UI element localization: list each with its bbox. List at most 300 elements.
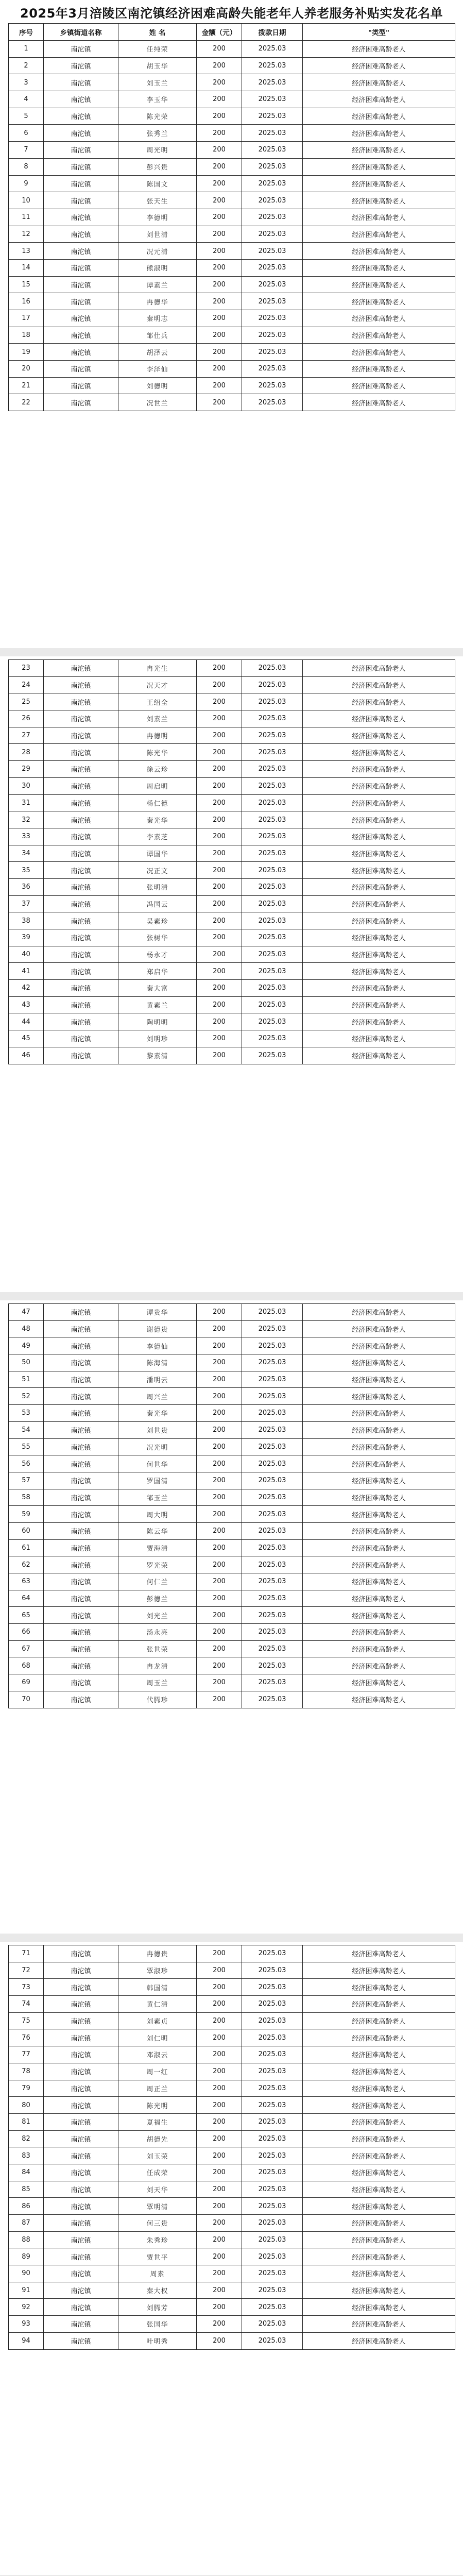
pay-date-cell: 2025.03 [242, 192, 303, 209]
type-cell: 经济困难高龄老人 [303, 259, 455, 276]
amount-cell: 200 [197, 1657, 242, 1674]
name-cell: 徐云珍 [118, 761, 197, 778]
row-number: 39 [9, 929, 44, 946]
name-cell: 张天生 [118, 192, 197, 209]
name-cell: 周兴兰 [118, 1388, 197, 1405]
township-cell: 南沱镇 [44, 1996, 118, 2013]
name-cell: 周素 [118, 2265, 197, 2282]
type-cell: 经济困难高龄老人 [303, 2164, 455, 2181]
roster-table-page-4 [8, 1945, 455, 2350]
row-number: 21 [9, 377, 44, 394]
name-cell: 冯国云 [118, 895, 197, 912]
name-cell: 贾世平 [118, 2248, 197, 2265]
table-row [9, 2113, 455, 2130]
row-number: 2 [9, 57, 44, 74]
township-cell: 南沱镇 [44, 209, 118, 226]
pay-date-cell: 2025.03 [242, 1455, 303, 1472]
name-cell: 况元清 [118, 243, 197, 260]
table-row [9, 878, 455, 895]
row-number: 19 [9, 344, 44, 361]
pay-date-cell: 2025.03 [242, 1371, 303, 1388]
pay-date-cell: 2025.03 [242, 744, 303, 761]
table-row [9, 1522, 455, 1539]
name-cell: 谢德贵 [118, 1320, 197, 1337]
table-row [9, 996, 455, 1013]
township-cell: 南沱镇 [44, 2097, 118, 2114]
table-row [9, 1304, 455, 1321]
name-cell: 刘明珍 [118, 1030, 197, 1047]
type-cell: 经济困难高龄老人 [303, 175, 455, 192]
row-number: 72 [9, 1962, 44, 1979]
amount-cell: 200 [197, 2265, 242, 2282]
pay-date-cell: 2025.03 [242, 226, 303, 243]
row-number: 87 [9, 2215, 44, 2232]
type-cell: 经济困难高龄老人 [303, 192, 455, 209]
township-cell: 南沱镇 [44, 344, 118, 361]
township-cell: 南沱镇 [44, 2282, 118, 2299]
township-cell: 南沱镇 [44, 963, 118, 980]
township-cell: 南沱镇 [44, 2198, 118, 2215]
pay-date-cell: 2025.03 [242, 1421, 303, 1438]
type-cell: 经济困难高龄老人 [303, 344, 455, 361]
row-number: 94 [9, 2332, 44, 2349]
name-cell: 冉德明 [118, 727, 197, 744]
amount-cell: 200 [197, 394, 242, 411]
name-cell: 刘仁明 [118, 2029, 197, 2046]
amount-cell: 200 [197, 142, 242, 159]
township-cell: 南沱镇 [44, 1674, 118, 1691]
pay-date-cell: 2025.03 [242, 1506, 303, 1523]
row-number: 65 [9, 1607, 44, 1624]
pay-date-cell: 2025.03 [242, 2316, 303, 2333]
pay-date-cell: 2025.03 [242, 1320, 303, 1337]
pay-date-cell: 2025.03 [242, 91, 303, 108]
table-row [9, 2231, 455, 2248]
name-cell: 张明清 [118, 878, 197, 895]
pay-date-cell: 2025.03 [242, 794, 303, 811]
name-cell: 张树华 [118, 929, 197, 946]
township-cell: 南沱镇 [44, 1979, 118, 1996]
township-cell: 南沱镇 [44, 1556, 118, 1573]
township-cell: 南沱镇 [44, 862, 118, 879]
township-cell: 南沱镇 [44, 1304, 118, 1321]
row-number: 35 [9, 862, 44, 879]
row-number: 43 [9, 996, 44, 1013]
name-cell: 何世华 [118, 1455, 197, 1472]
type-cell: 经济困难高龄老人 [303, 2282, 455, 2299]
amount-cell: 200 [197, 676, 242, 693]
table-row [9, 1320, 455, 1337]
table-row [9, 1640, 455, 1657]
name-cell: 胡泽云 [118, 344, 197, 361]
row-number: 78 [9, 2063, 44, 2080]
type-cell: 经济困难高龄老人 [303, 1013, 455, 1030]
name-cell: 刘天华 [118, 2181, 197, 2198]
type-cell: 经济困难高龄老人 [303, 794, 455, 811]
township-cell: 南沱镇 [44, 912, 118, 929]
table-row [9, 125, 455, 142]
type-cell: 经济困难高龄老人 [303, 91, 455, 108]
table-row [9, 327, 455, 344]
table-row [9, 2130, 455, 2147]
pay-date-cell: 2025.03 [242, 2063, 303, 2080]
amount-cell: 200 [197, 158, 242, 175]
type-cell: 经济困难高龄老人 [303, 2029, 455, 2046]
pay-date-cell: 2025.03 [242, 1354, 303, 1371]
amount-cell: 200 [197, 1624, 242, 1641]
type-cell: 经济困难高龄老人 [303, 1573, 455, 1590]
type-cell: 经济困难高龄老人 [303, 2046, 455, 2063]
type-cell: 经济困难高龄老人 [303, 1996, 455, 2013]
name-cell: 秦大富 [118, 980, 197, 997]
pay-date-cell: 2025.03 [242, 929, 303, 946]
name-cell: 汤永亮 [118, 1624, 197, 1641]
page-separator [0, 1934, 463, 1942]
row-number: 85 [9, 2181, 44, 2198]
township-cell: 南沱镇 [44, 259, 118, 276]
row-number: 4 [9, 91, 44, 108]
name-cell: 秦光华 [118, 811, 197, 828]
row-number: 66 [9, 1624, 44, 1641]
table-row [9, 1354, 455, 1371]
pay-date-cell: 2025.03 [242, 361, 303, 378]
row-number: 14 [9, 259, 44, 276]
name-cell: 李泽仙 [118, 361, 197, 378]
township-cell: 南沱镇 [44, 895, 118, 912]
township-cell: 南沱镇 [44, 693, 118, 710]
amount-cell: 200 [197, 1945, 242, 1962]
amount-cell: 200 [197, 1489, 242, 1506]
pay-date-cell: 2025.03 [242, 1590, 303, 1607]
township-cell: 南沱镇 [44, 2046, 118, 2063]
township-cell: 南沱镇 [44, 1624, 118, 1641]
table-row [9, 2097, 455, 2114]
name-cell: 邹玉兰 [118, 1489, 197, 1506]
table-row [9, 1979, 455, 1996]
pay-date-cell: 2025.03 [242, 1607, 303, 1624]
amount-cell: 200 [197, 1388, 242, 1405]
type-cell: 经济困难高龄老人 [303, 1556, 455, 1573]
pay-date-cell: 2025.03 [242, 1472, 303, 1489]
pay-date-cell: 2025.03 [242, 158, 303, 175]
row-number: 53 [9, 1405, 44, 1422]
pay-date-cell: 2025.03 [242, 2282, 303, 2299]
name-cell: 况正文 [118, 862, 197, 879]
row-number: 9 [9, 175, 44, 192]
pay-date-cell: 2025.03 [242, 660, 303, 677]
table-row [9, 845, 455, 862]
pay-date-cell: 2025.03 [242, 2029, 303, 2046]
amount-cell: 200 [197, 1607, 242, 1624]
type-cell: 经济困难高龄老人 [303, 1590, 455, 1607]
type-cell: 经济困难高龄老人 [303, 2097, 455, 2114]
type-cell: 经济困难高龄老人 [303, 2181, 455, 2198]
amount-cell: 200 [197, 996, 242, 1013]
name-cell: 冉德贵 [118, 1945, 197, 1962]
type-cell: 经济困难高龄老人 [303, 895, 455, 912]
row-number: 93 [9, 2316, 44, 2333]
amount-cell: 200 [197, 243, 242, 260]
name-cell: 刘素兰 [118, 710, 197, 727]
township-cell: 南沱镇 [44, 2181, 118, 2198]
table-row [9, 2215, 455, 2232]
township-cell: 南沱镇 [44, 57, 118, 74]
township-cell: 南沱镇 [44, 2299, 118, 2316]
header-type: "类型" [303, 24, 455, 41]
row-number: 59 [9, 1506, 44, 1523]
pay-date-cell: 2025.03 [242, 1304, 303, 1321]
township-cell: 南沱镇 [44, 1013, 118, 1030]
township-cell: 南沱镇 [44, 1354, 118, 1371]
row-number: 7 [9, 142, 44, 159]
name-cell: 陈海清 [118, 1354, 197, 1371]
township-cell: 南沱镇 [44, 158, 118, 175]
pay-date-cell: 2025.03 [242, 108, 303, 125]
township-cell: 南沱镇 [44, 1590, 118, 1607]
table-row [9, 2080, 455, 2097]
township-cell: 南沱镇 [44, 1388, 118, 1405]
row-number: 68 [9, 1657, 44, 1674]
pay-date-cell: 2025.03 [242, 963, 303, 980]
table-row [9, 1489, 455, 1506]
township-cell: 南沱镇 [44, 192, 118, 209]
township-cell: 南沱镇 [44, 2248, 118, 2265]
township-cell: 南沱镇 [44, 125, 118, 142]
name-cell: 覃明清 [118, 2198, 197, 2215]
township-cell: 南沱镇 [44, 108, 118, 125]
table-row [9, 226, 455, 243]
township-cell: 南沱镇 [44, 1320, 118, 1337]
name-cell: 陈光华 [118, 744, 197, 761]
row-number: 18 [9, 327, 44, 344]
row-number: 80 [9, 2097, 44, 2114]
pay-date-cell: 2025.03 [242, 2299, 303, 2316]
amount-cell: 200 [197, 2097, 242, 2114]
township-cell: 南沱镇 [44, 1522, 118, 1539]
row-number: 23 [9, 660, 44, 677]
table-row [9, 1657, 455, 1674]
type-cell: 经济困难高龄老人 [303, 963, 455, 980]
township-cell: 南沱镇 [44, 361, 118, 378]
type-cell: 经济困难高龄老人 [303, 2265, 455, 2282]
table-row [9, 777, 455, 794]
pay-date-cell: 2025.03 [242, 1573, 303, 1590]
name-cell: 刘腾芳 [118, 2299, 197, 2316]
amount-cell: 200 [197, 929, 242, 946]
township-cell: 南沱镇 [44, 794, 118, 811]
type-cell: 经济困难高龄老人 [303, 727, 455, 744]
amount-cell: 200 [197, 862, 242, 879]
amount-cell: 200 [197, 878, 242, 895]
amount-cell: 200 [197, 2332, 242, 2349]
name-cell: 刘玉荣 [118, 2147, 197, 2164]
amount-cell: 200 [197, 1590, 242, 1607]
amount-cell: 200 [197, 2147, 242, 2164]
row-number: 57 [9, 1472, 44, 1489]
township-cell: 南沱镇 [44, 2113, 118, 2130]
table-row [9, 660, 455, 677]
amount-cell: 200 [197, 912, 242, 929]
township-cell: 南沱镇 [44, 1607, 118, 1624]
header-pay-date: 拨款日期 [242, 24, 303, 41]
row-number: 91 [9, 2282, 44, 2299]
pay-date-cell: 2025.03 [242, 2164, 303, 2181]
amount-cell: 200 [197, 2248, 242, 2265]
name-cell: 何三贵 [118, 2215, 197, 2232]
name-cell: 谭素兰 [118, 276, 197, 293]
township-cell: 南沱镇 [44, 1506, 118, 1523]
type-cell: 经济困难高龄老人 [303, 2130, 455, 2147]
table-row [9, 946, 455, 963]
amount-cell: 200 [197, 1047, 242, 1064]
table-row [9, 2063, 455, 2080]
table-row [9, 676, 455, 693]
name-cell: 胡德先 [118, 2130, 197, 2147]
roster-table-page-1 [8, 23, 455, 411]
amount-cell: 200 [197, 1573, 242, 1590]
type-cell: 经济困难高龄老人 [303, 361, 455, 378]
table-row [9, 344, 455, 361]
name-cell: 郑启华 [118, 963, 197, 980]
type-cell: 经济困难高龄老人 [303, 2113, 455, 2130]
amount-cell: 200 [197, 777, 242, 794]
township-cell: 南沱镇 [44, 1030, 118, 1047]
type-cell: 经济困难高龄老人 [303, 327, 455, 344]
amount-cell: 200 [197, 794, 242, 811]
table-row [9, 811, 455, 828]
row-number: 24 [9, 676, 44, 693]
name-cell: 朱秀珍 [118, 2231, 197, 2248]
table-row [9, 192, 455, 209]
township-cell: 南沱镇 [44, 327, 118, 344]
row-number: 33 [9, 828, 44, 845]
amount-cell: 200 [197, 344, 242, 361]
table-row [9, 761, 455, 778]
pay-date-cell: 2025.03 [242, 862, 303, 879]
name-cell: 刘世清 [118, 226, 197, 243]
name-cell: 黄素兰 [118, 996, 197, 1013]
amount-cell: 200 [197, 1962, 242, 1979]
township-cell: 南沱镇 [44, 1573, 118, 1590]
table-row [9, 929, 455, 946]
pay-date-cell: 2025.03 [242, 41, 303, 58]
name-cell: 罗光荣 [118, 1556, 197, 1573]
name-cell: 叶明秀 [118, 2332, 197, 2349]
amount-cell: 200 [197, 74, 242, 91]
type-cell: 经济困难高龄老人 [303, 777, 455, 794]
pay-date-cell: 2025.03 [242, 1522, 303, 1539]
type-cell: 经济困难高龄老人 [303, 1489, 455, 1506]
name-cell: 张秀兰 [118, 125, 197, 142]
township-cell: 南沱镇 [44, 980, 118, 997]
amount-cell: 200 [197, 2316, 242, 2333]
township-cell: 南沱镇 [44, 1945, 118, 1962]
amount-cell: 200 [197, 1354, 242, 1371]
type-cell: 经济困难高龄老人 [303, 878, 455, 895]
table-row [9, 1472, 455, 1489]
name-cell: 彭德兰 [118, 1590, 197, 1607]
amount-cell: 200 [197, 811, 242, 828]
township-cell: 南沱镇 [44, 761, 118, 778]
pay-date-cell: 2025.03 [242, 1539, 303, 1556]
table-row [9, 1674, 455, 1691]
type-cell: 经济困难高龄老人 [303, 2198, 455, 2215]
table-row [9, 2316, 455, 2333]
township-cell: 南沱镇 [44, 2080, 118, 2097]
table-row [9, 1556, 455, 1573]
name-cell: 何仁兰 [118, 1573, 197, 1590]
name-cell: 陈光荣 [118, 108, 197, 125]
township-cell: 南沱镇 [44, 1539, 118, 1556]
township-cell: 南沱镇 [44, 91, 118, 108]
row-number: 92 [9, 2299, 44, 2316]
name-cell: 陈云华 [118, 1522, 197, 1539]
table-row [9, 2248, 455, 2265]
amount-cell: 200 [197, 963, 242, 980]
table-row [9, 1371, 455, 1388]
pay-date-cell: 2025.03 [242, 2265, 303, 2282]
name-cell: 秦光华 [118, 1405, 197, 1422]
pay-date-cell: 2025.03 [242, 259, 303, 276]
row-number: 49 [9, 1337, 44, 1354]
township-cell: 南沱镇 [44, 1489, 118, 1506]
name-cell: 李玉华 [118, 91, 197, 108]
amount-cell: 200 [197, 1506, 242, 1523]
type-cell: 经济困难高龄老人 [303, 1691, 455, 1708]
row-number: 32 [9, 811, 44, 828]
name-cell: 邹仕兵 [118, 327, 197, 344]
row-number: 17 [9, 310, 44, 327]
amount-cell: 200 [197, 226, 242, 243]
type-cell: 经济困难高龄老人 [303, 209, 455, 226]
pay-date-cell: 2025.03 [242, 777, 303, 794]
pay-date-cell: 2025.03 [242, 310, 303, 327]
type-cell: 经济困难高龄老人 [303, 1979, 455, 1996]
pay-date-cell: 2025.03 [242, 175, 303, 192]
amount-cell: 200 [197, 2080, 242, 2097]
amount-cell: 200 [197, 727, 242, 744]
type-cell: 经济困难高龄老人 [303, 676, 455, 693]
header-no: 序号 [9, 24, 44, 41]
amount-cell: 200 [197, 744, 242, 761]
type-cell: 经济困难高龄老人 [303, 377, 455, 394]
table-row [9, 209, 455, 226]
pay-date-cell: 2025.03 [242, 980, 303, 997]
row-number: 40 [9, 946, 44, 963]
township-cell: 南沱镇 [44, 142, 118, 159]
name-cell: 况天才 [118, 676, 197, 693]
type-cell: 经济困难高龄老人 [303, 744, 455, 761]
row-number: 51 [9, 1371, 44, 1388]
row-number: 48 [9, 1320, 44, 1337]
amount-cell: 200 [197, 895, 242, 912]
pay-date-cell: 2025.03 [242, 327, 303, 344]
table-row [9, 377, 455, 394]
row-number: 83 [9, 2147, 44, 2164]
table-row [9, 1337, 455, 1354]
type-cell: 经济困难高龄老人 [303, 41, 455, 58]
table-row [9, 1455, 455, 1472]
name-cell: 刘世贵 [118, 1421, 197, 1438]
row-number: 81 [9, 2113, 44, 2130]
name-cell: 胡玉华 [118, 57, 197, 74]
row-number: 82 [9, 2130, 44, 2147]
table-row [9, 710, 455, 727]
pay-date-cell: 2025.03 [242, 57, 303, 74]
pay-date-cell: 2025.03 [242, 710, 303, 727]
township-cell: 南沱镇 [44, 744, 118, 761]
amount-cell: 200 [197, 1979, 242, 1996]
